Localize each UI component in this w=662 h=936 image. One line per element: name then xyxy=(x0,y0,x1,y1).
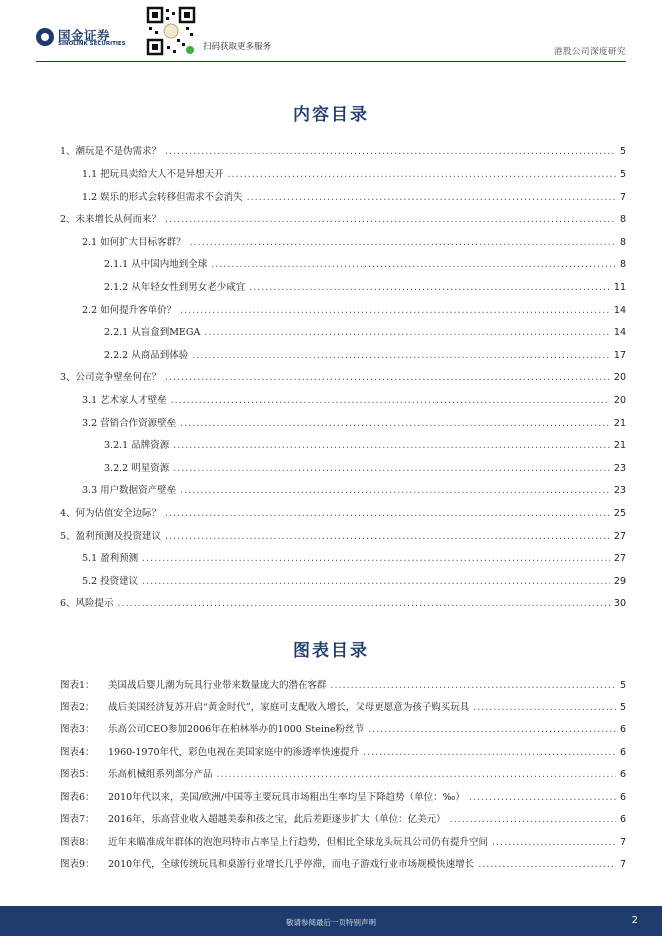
figure-entry[interactable] xyxy=(60,789,626,805)
toc-entry-page: 5 xyxy=(619,169,626,180)
toc-entry-page: 11 xyxy=(613,282,626,293)
figure-label: 乐高机械组系列部分产品 xyxy=(108,769,213,780)
toc-entry[interactable] xyxy=(60,143,626,159)
toc-entry-label: 2.2.2 从商品到体验 xyxy=(104,350,189,361)
figure-label: 2010年代以来，美国/欧洲/中国等主要玩具市场粗出生率均呈下降趋势（单位：‰） xyxy=(108,792,465,803)
page-number: 2 xyxy=(631,915,638,926)
toc-entry-page: 21 xyxy=(613,418,626,429)
figure-entry[interactable] xyxy=(60,856,626,872)
toc-entry-page: 20 xyxy=(613,372,626,383)
qr-code-icon[interactable] xyxy=(146,6,196,56)
toc-entry-page: 8 xyxy=(619,259,626,270)
figure-entry[interactable] xyxy=(60,677,626,693)
dot-leader xyxy=(173,440,610,451)
dot-leader xyxy=(173,463,610,474)
toc-entry-page: 27 xyxy=(613,553,626,564)
figure-page: 7 xyxy=(619,859,626,870)
dot-leader xyxy=(165,214,616,225)
toc-entry-label: 3.1 艺术家人才壁垒 xyxy=(82,395,167,406)
figure-entry[interactable] xyxy=(60,766,626,782)
toc-entry[interactable] xyxy=(82,550,626,566)
toc-entry-page: 8 xyxy=(619,214,626,225)
toc-entry-page: 25 xyxy=(613,508,626,519)
dot-leader xyxy=(368,724,616,735)
toc-entry-page: 8 xyxy=(619,237,626,248)
figure-page: 6 xyxy=(619,747,626,758)
toc-entry[interactable] xyxy=(82,482,626,498)
figure-page: 5 xyxy=(619,702,626,713)
toc-entry-label: 5、盈利预测及投资建议 xyxy=(60,531,162,542)
toc-entry[interactable] xyxy=(82,392,626,408)
figures-title: 图表目录 xyxy=(293,641,369,661)
figure-number: 图表6： xyxy=(60,792,95,803)
figure-label: 战后美国经济复苏开启“黄金时代”，家庭可支配收入增长，父母更愿意为孩子购买玩具 xyxy=(108,702,470,713)
toc-entry-label: 1、潮玩是不是伪需求？ xyxy=(60,146,162,157)
toc-entry-page: 20 xyxy=(613,395,626,406)
toc-entry-label: 1.2 娱乐的形式会转移但需求不会消失 xyxy=(82,192,243,203)
toc-entry-page: 5 xyxy=(619,146,626,157)
page-header xyxy=(0,0,662,62)
figure-number: 图表5： xyxy=(60,769,95,780)
figure-label: 近年来瞄准成年群体的泡泡玛特市占率呈上行趋势，但相比全球龙头玩具公司仍有提升空间 xyxy=(108,837,489,848)
dot-leader xyxy=(228,169,616,180)
dot-leader xyxy=(331,680,616,691)
toc-entry[interactable] xyxy=(82,234,626,250)
toc-entry-label: 2.2 如何提升客单价？ xyxy=(82,305,177,316)
toc-entry[interactable] xyxy=(82,415,626,431)
figure-entry[interactable] xyxy=(60,811,626,827)
qr-caption: 扫码获取更多服务 xyxy=(203,42,272,52)
figure-page: 6 xyxy=(619,724,626,735)
dot-leader xyxy=(473,702,616,713)
figure-number: 图表8： xyxy=(60,837,95,848)
toc-entry-label: 3.2 营销合作资源壁垒 xyxy=(82,418,177,429)
dot-leader xyxy=(171,395,610,406)
toc-entry[interactable] xyxy=(104,324,626,340)
toc-entry-label: 5.2 投资建议 xyxy=(82,576,139,587)
dot-leader xyxy=(217,769,616,780)
toc-entry[interactable] xyxy=(104,279,626,295)
logo-english-name: SINOLINK SECURITIES xyxy=(58,41,126,47)
dot-leader xyxy=(190,237,616,248)
figure-number: 图表3： xyxy=(60,724,95,735)
toc-entry-label: 2、未来增长从何而来？ xyxy=(60,214,162,225)
report-type-label: 港股公司深度研究 xyxy=(553,47,626,57)
toc-entry[interactable] xyxy=(60,369,626,385)
toc-entry-label: 2.2.1 从盲盒到MEGA xyxy=(104,327,201,338)
figure-entry[interactable] xyxy=(60,699,626,715)
page-footer xyxy=(0,906,662,936)
toc-entry[interactable] xyxy=(104,437,626,453)
toc-entry-label: 2.1.2 从年轻女性到男女老少咸宜 xyxy=(104,282,246,293)
figure-number: 图表9： xyxy=(60,859,95,870)
dot-leader xyxy=(450,814,616,825)
toc-entry[interactable] xyxy=(104,460,626,476)
figure-label: 乐高公司CEO参加2006年在柏林举办的1000 Steine粉丝节 xyxy=(108,724,365,735)
dot-leader xyxy=(469,792,616,803)
figure-number: 图表1： xyxy=(60,680,95,691)
dot-leader xyxy=(204,327,610,338)
figure-page: 6 xyxy=(619,814,626,825)
toc-entry-label: 2.1 如何扩大目标客群？ xyxy=(82,237,186,248)
toc-entry-page: 30 xyxy=(613,598,626,609)
toc-entry-label: 3.2.2 明星资源 xyxy=(104,463,170,474)
toc-entry[interactable] xyxy=(104,256,626,272)
toc-entry-page: 14 xyxy=(613,305,626,316)
figure-label: 美国战后婴儿潮为玩具行业带来数量庞大的潜在客群 xyxy=(108,680,327,691)
toc-entry[interactable] xyxy=(60,528,626,544)
toc-entry-page: 17 xyxy=(613,350,626,361)
toc-entry-page: 27 xyxy=(613,531,626,542)
toc-entry-page: 23 xyxy=(613,485,626,496)
dot-leader xyxy=(192,350,610,361)
toc-entry-label: 3、公司竞争壁垒何在？ xyxy=(60,372,162,383)
figure-entry[interactable] xyxy=(60,721,626,737)
dot-leader xyxy=(478,859,616,870)
toc-entry-label: 4、何为估值安全边际？ xyxy=(60,508,162,519)
toc-entry-label: 3.3 用户数据资产壁垒 xyxy=(82,485,177,496)
dot-leader xyxy=(118,598,610,609)
dot-leader xyxy=(180,305,610,316)
dot-leader xyxy=(363,747,616,758)
dot-leader xyxy=(180,418,610,429)
dot-leader xyxy=(211,259,616,270)
dot-leader xyxy=(247,192,616,203)
toc-entry-label: 3.2.1 品牌资源 xyxy=(104,440,170,451)
toc-entry[interactable] xyxy=(82,573,626,589)
logo-mark-icon xyxy=(36,28,54,46)
toc-entry[interactable] xyxy=(82,166,626,182)
logo-chinese-name: 国金证券 xyxy=(58,28,111,43)
figure-page: 5 xyxy=(619,680,626,691)
figure-number: 图表2： xyxy=(60,702,95,713)
toc-entry[interactable] xyxy=(82,302,626,318)
dot-leader xyxy=(142,553,610,564)
figure-number: 图表4： xyxy=(60,747,95,758)
figure-page: 6 xyxy=(619,769,626,780)
toc-entry[interactable] xyxy=(60,211,626,227)
toc-entry-label: 5.1 盈利预测 xyxy=(82,553,139,564)
toc-entry-page: 14 xyxy=(613,327,626,338)
dot-leader xyxy=(492,837,616,848)
dot-leader xyxy=(180,485,610,496)
figure-label: 2016年，乐高营业收入超越美泰和孩之宝，此后差距逐步扩大（单位：亿美元） xyxy=(108,814,446,825)
figure-label: 2010年代，全球传统玩具和桌游行业增长几乎停滞，而电子游戏行业市场规模快速增长 xyxy=(108,859,475,870)
figure-entry[interactable] xyxy=(60,744,626,760)
toc-entry[interactable] xyxy=(104,347,626,363)
dot-leader xyxy=(165,531,610,542)
dot-leader xyxy=(142,576,610,587)
footer-disclaimer: 敬请参阅最后一页特别声明 xyxy=(286,918,376,927)
company-logo xyxy=(36,26,136,52)
figure-entry[interactable] xyxy=(60,834,626,850)
figure-number: 图表7： xyxy=(60,814,95,825)
toc-entry-page: 23 xyxy=(613,463,626,474)
header-divider xyxy=(36,61,626,62)
figure-page: 6 xyxy=(619,792,626,803)
toc-entry-label: 6、风险提示 xyxy=(60,598,114,609)
figure-label: 1960-1970年代，彩色电视在美国家庭中的渗透率快速提升 xyxy=(108,747,360,758)
toc-entry[interactable] xyxy=(82,189,626,205)
dot-leader xyxy=(249,282,610,293)
toc-entry[interactable] xyxy=(60,505,626,521)
dot-leader xyxy=(165,508,610,519)
dot-leader xyxy=(165,372,610,383)
toc-entry-label: 2.1.1 从中国内地到全球 xyxy=(104,259,208,270)
figure-page: 7 xyxy=(619,837,626,848)
toc-entry-page: 7 xyxy=(619,192,626,203)
toc-entry-page: 21 xyxy=(613,440,626,451)
toc-entry[interactable] xyxy=(60,595,626,611)
toc-entry-page: 29 xyxy=(613,576,626,587)
dot-leader xyxy=(165,146,616,157)
toc-title: 内容目录 xyxy=(293,105,369,125)
toc-entry-label: 1.1 把玩具卖给大人不是异想天开 xyxy=(82,169,224,180)
